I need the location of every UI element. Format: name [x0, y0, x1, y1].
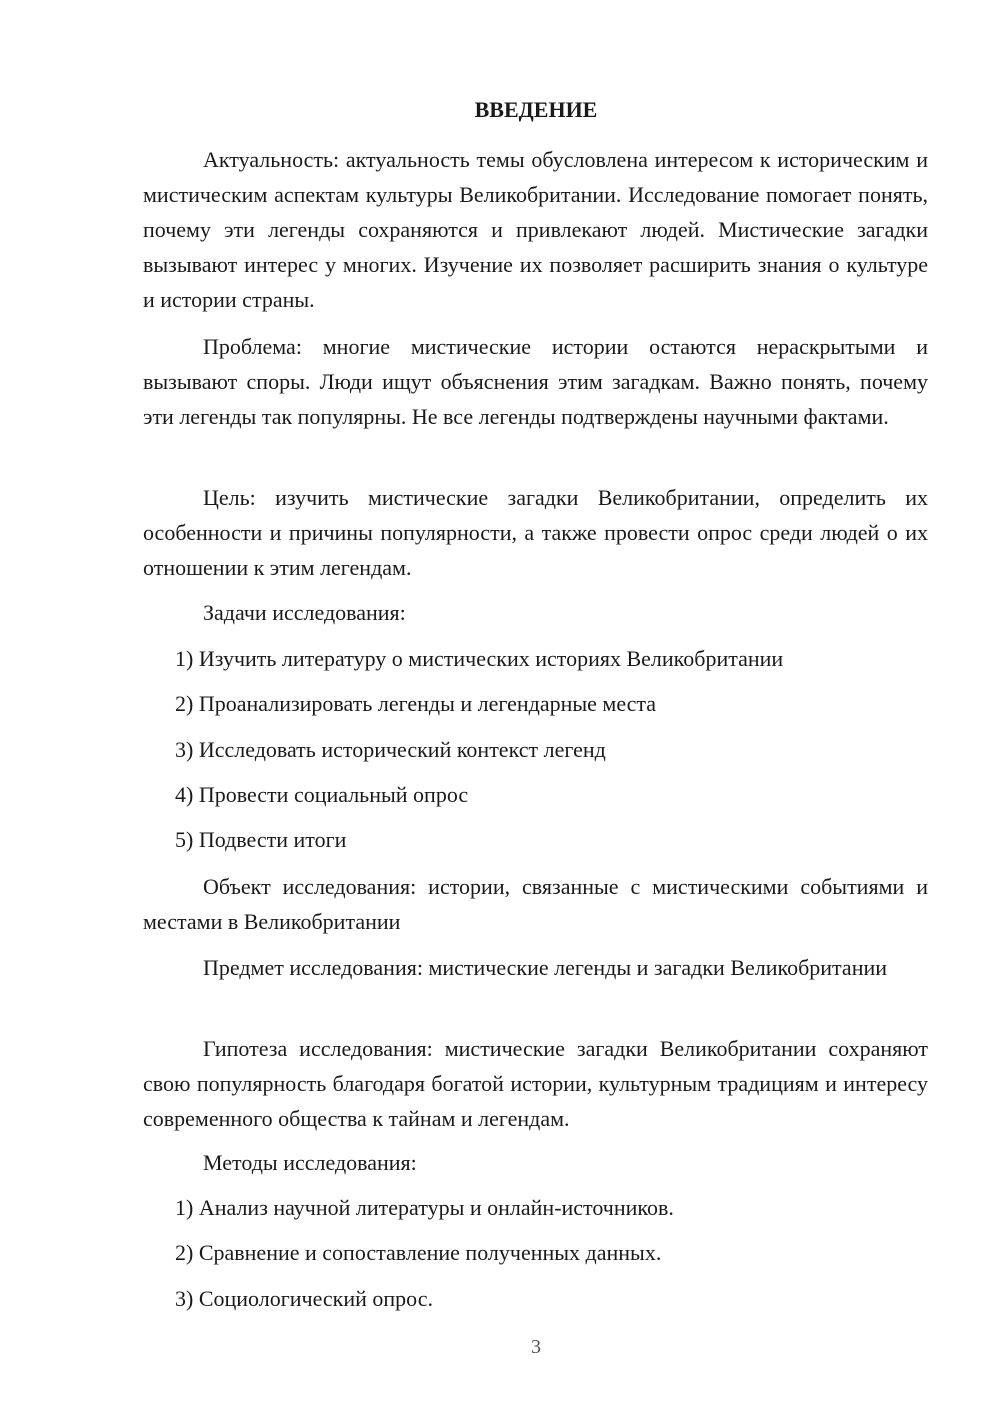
- task-item: 2) Проанализировать легенды и легендарные места: [175, 691, 657, 716]
- task-item: 4) Провести социальный опрос: [175, 782, 469, 807]
- hypothesis-paragraph: Гипотеза исследования: мистические загадки Великобритании сохраняют свою популярность благодаря богатой истории, культурным традициям и интересу современного общества к тайнам и легендам.: [143, 1036, 928, 1131]
- page-title: ВВЕДЕНИЕ: [474, 97, 598, 122]
- goal-paragraph: Цель: изучить мистические загадки Великобритании, определить их особенности и причины популярности, а также провести опрос среди людей о их отношении к этим легендам.: [143, 485, 928, 580]
- tasks-heading: Задачи исследования:: [203, 600, 406, 625]
- method-item: 3) Социологический опрос.: [175, 1286, 433, 1311]
- relevance-paragraph: Актуальность: актуальность темы обусловлена интересом к историческим и мистическим аспектам культуры Великобритании. Исследование помогает понять, почему эти легенды сохраняются и привлекают людей. Мистические загадки вызывают интерес у многих. Изучение их позволяет расширить знания о культуре и истории страны.: [143, 147, 928, 312]
- object-paragraph: Объект исследования: истории, связанные с мистическими событиями и местами в Великобритании: [143, 874, 928, 934]
- method-item: 2) Сравнение и сопоставление полученных данных.: [175, 1240, 662, 1265]
- task-item: 3) Исследовать исторический контекст легенд: [175, 737, 606, 762]
- method-item: 1) Анализ научной литературы и онлайн-источников.: [175, 1195, 674, 1220]
- subject-paragraph: Предмет исследования: мистические легенды и загадки Великобритании: [203, 955, 888, 980]
- methods-heading: Методы исследования:: [203, 1150, 417, 1175]
- problem-paragraph: Проблема: многие мистические истории остаются нераскрытыми и вызывают споры. Люди ищут объяснения этим загадкам. Важно понять, почему эти легенды так популярны. Не все легенды подтверждены научными фактами.: [143, 334, 928, 429]
- page-number: 3: [531, 1336, 541, 1358]
- task-item: 1) Изучить литературу о мистических историях Великобритании: [175, 646, 784, 671]
- task-item: 5) Подвести итоги: [175, 827, 347, 852]
